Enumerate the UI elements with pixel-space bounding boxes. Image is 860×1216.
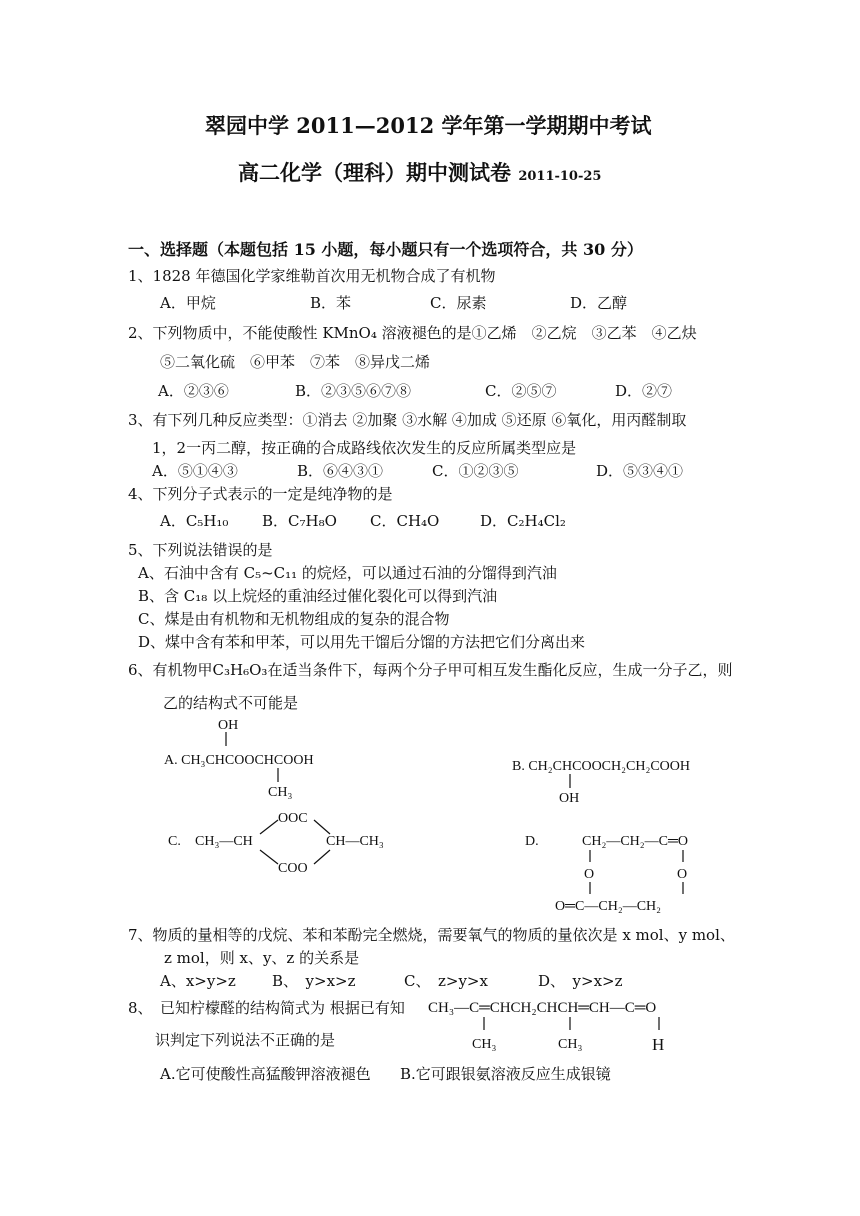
q1-option-c: C．尿素 (430, 294, 487, 312)
q6-a-top-group: OH (218, 718, 239, 733)
q6-d-ring-oxygen-left: O (584, 867, 595, 882)
q4-stem: 4、下列分子式表示的一定是纯净物的是 (128, 485, 393, 503)
q4-option-a: A．C₅H₁₀ (160, 512, 229, 530)
q6-a-main-formula: A. CH₃CHCOOCHCOOH (164, 753, 314, 768)
q4-option-c: C．CH₄O (370, 512, 440, 530)
q1-option-a: A．甲烷 (160, 294, 216, 312)
q3-option-b: B．⑥④③① (297, 462, 384, 480)
q8-stem-continued: 识判定下列说法不正确的是 (155, 1031, 336, 1049)
q6-c-right-group: CH—CH₃ (326, 834, 384, 849)
q6-d-ring-oxygen-right: O (677, 867, 688, 882)
q1-stem: 1、1828 年德国化学家维勒首次用无机物合成了有机物 (128, 267, 496, 285)
q6-d-label: D. (525, 834, 539, 849)
q6-stem: 6、有机物甲C₃H₆O₃在适当条件下，每两个分子甲可相互发生酯化反应，生成一分子乙，则 (128, 661, 733, 679)
q3-stem-continued: 1，2一丙二醇，按正确的合成路线依次发生的反应所属类型应是 (152, 439, 577, 457)
q7-option-c: C、 z>y>x (404, 972, 488, 990)
exam-date: 2011-10-25 (518, 169, 602, 184)
q3-option-d: D．⑤③④① (596, 462, 684, 480)
q8-citral-structure (420, 992, 720, 1058)
q6-d-bottom-chain: O═C—CH₂—CH₂ (555, 899, 662, 914)
q8-option-b: B.它可跟银氨溶液反应生成银镜 (400, 1065, 611, 1083)
q6-c-left-group: CH₃—CH (195, 834, 253, 849)
q2-stem: 2、下列物质中，不能使酸性 KMnO₄ 溶液褪色的是①乙烯 ②乙烷 ③乙苯 ④乙炔 (128, 324, 697, 342)
q8-methyl-2: CH₃ (558, 1037, 583, 1052)
q8-methyl-1: CH₃ (472, 1037, 497, 1052)
q2-option-a: A．②③⑥ (158, 382, 229, 400)
q8-option-a: A.它可使酸性高猛酸钾溶液褪色 (160, 1065, 371, 1083)
q2-option-b: B．②③⑤⑥⑦⑧ (295, 382, 412, 400)
q6-stem-continued: 乙的结构式不可能是 (163, 694, 299, 712)
q6-c-bottom-group: COO (278, 861, 308, 876)
q7-option-a: A、x>y>z (160, 972, 236, 990)
q7-stem: 7、物质的量相等的戊烷、苯和苯酚完全燃烧，需要氧气的物质的量依次是 x mol、y mol、 (128, 926, 735, 944)
q4-option-b: B．C₇H₈O (262, 512, 337, 530)
q7-option-b: B、 y>x>z (272, 972, 356, 990)
q8-main-formula: CH₃—C═CHCH₂CHCH═CH—C═O (428, 1000, 657, 1016)
q2-option-c: C．②⑤⑦ (485, 382, 557, 400)
q1-option-d: D．乙醇 (570, 294, 628, 312)
q6-structure-b (512, 759, 690, 806)
q5-stem: 5、下列说法错误的是 (128, 541, 273, 559)
q6-structure-c (168, 811, 384, 876)
q8-stem: 8、 已知柠檬醛的结构简式为 根据已有知 (128, 999, 405, 1017)
q6-structure-a (164, 718, 314, 800)
q5-option-d: D、煤中含有苯和甲苯，可以用先干馏后分馏的方法把它们分离出来 (138, 633, 586, 651)
q5-option-a: A、石油中含有 C₅~C₁₁ 的烷烃，可以通过石油的分馏得到汽油 (138, 564, 557, 582)
q6-d-top-chain: CH₂—CH₂—C═O (582, 834, 689, 849)
exam-subtitle (238, 160, 602, 187)
q6-b-main-formula: B. CH₂CHCOOCH₂CH₂COOH (512, 759, 691, 774)
q7-stem-continued: z mol，则 x、y、z 的关系是 (164, 949, 360, 967)
exam-subtitle-text: 高二化学（理科）期中测试卷 (238, 160, 511, 185)
q2-stem-continued: ⑤二氧化硫 ⑥甲苯 ⑦苯 ⑧异戊二烯 (160, 353, 431, 371)
q1-option-b: B．苯 (310, 294, 352, 312)
q8-aldehyde-h: H (652, 1035, 665, 1054)
q5-option-c: C、煤是由有机物和无机物组成的复杂的混合物 (138, 610, 450, 628)
q3-option-a: A．⑤①④③ (152, 462, 238, 480)
q6-a-bottom-group: CH₃ (268, 785, 293, 800)
q4-option-d: D．C₂H₄Cl₂ (480, 512, 566, 530)
q3-stem: 3、有下列几种反应类型：①消去 ②加聚 ③水解 ④加成 ⑤还原 ⑥氧化，用丙醛制取 (128, 411, 687, 429)
q6-c-top-group: OOC (278, 811, 308, 826)
q6-b-bottom-group: OH (559, 791, 580, 806)
exam-title: 翠园中学 2011—2012 学年第一学期期中考试 (205, 113, 652, 138)
section-heading: 一、选择题（本题包括 15 小题，每小题只有一个选项符合，共 30 分） (128, 240, 643, 259)
q7-option-d: D、 y>x>z (538, 972, 623, 990)
q6-structures-figure (150, 712, 770, 922)
q6-c-label: C. (168, 834, 181, 849)
q6-structure-d (525, 834, 688, 914)
q3-option-c: C．①②③⑤ (432, 462, 519, 480)
q5-option-b: B、含 C₁₈ 以上烷烃的重油经过催化裂化可以得到汽油 (138, 587, 498, 605)
q2-option-d: D．②⑦ (615, 382, 673, 400)
